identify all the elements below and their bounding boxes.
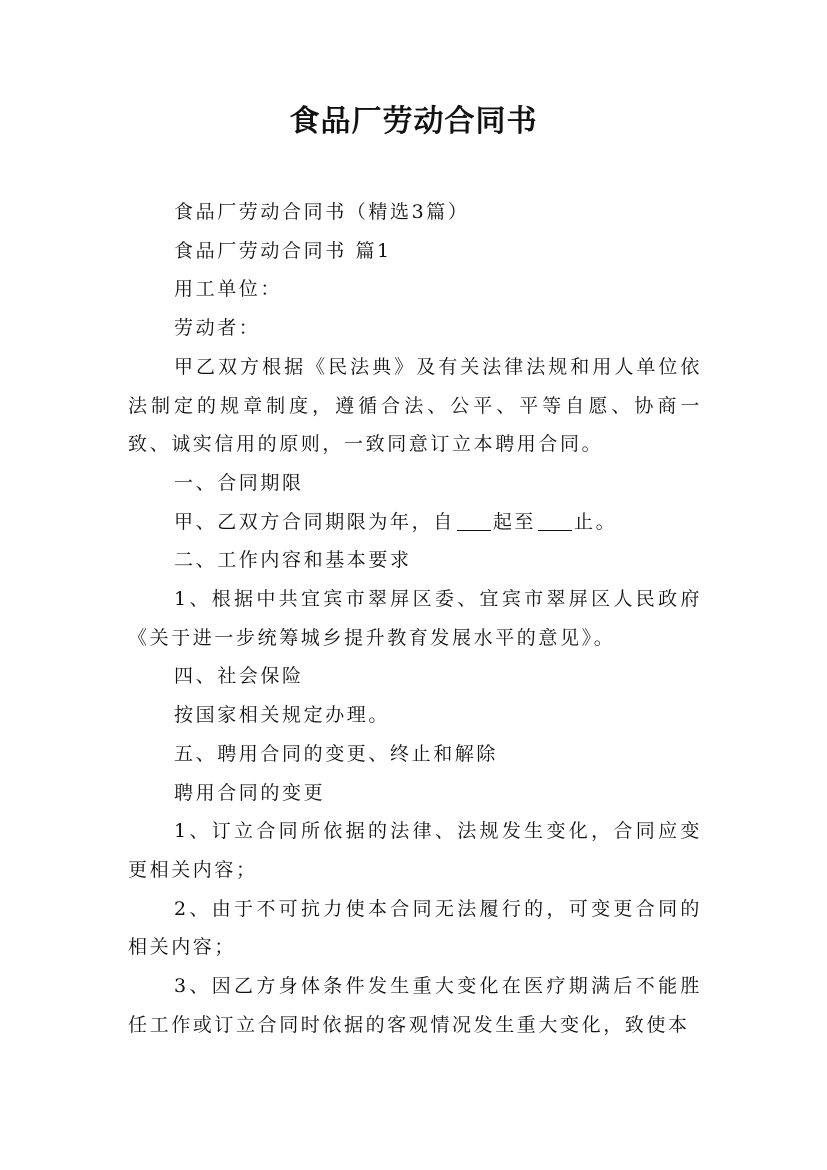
document-body	[128, 193, 702, 1044]
paragraph-change-item-3: 3、因乙方身体条件发生重大变化在医疗期满后不能胜任工作或订立合同时依据的客观情况发生重大变化，致使本	[128, 975, 702, 1036]
paragraph-preamble: 甲乙双方根据《民法典》及有关法律法规和用人单位依法制定的规章制度，遵循合法、公平、平等自愿、协商一致、诚实信用的原则，一致同意订立本聘用合同。	[128, 355, 702, 456]
paragraph-subheading-change: 聘用合同的变更	[174, 781, 326, 804]
paragraph-heading-insurance: 四、社会保险	[174, 665, 304, 688]
paragraph-section-heading: 食品厂劳动合同书 篇1	[174, 239, 392, 262]
paragraph-change-item-1: 1、订立合同所依据的法律、法规发生变化，合同应变更相关内容；	[128, 820, 702, 881]
paragraph-contract-term	[128, 503, 702, 542]
paragraph-work-item-1: 1、根据中共宜宾市翠屏区委、宜宾市翠屏区人民政府《关于进一步统筹城乡提升教育发展水平的意见》。	[128, 588, 702, 649]
end-date-blank	[538, 511, 572, 531]
paragraph-heading-work: 二、工作内容和基本要求	[174, 549, 412, 572]
paragraph-change-item-2: 2、由于不可抗力使本合同无法履行的，可变更合同的相关内容；	[128, 897, 702, 959]
document-title: 食品厂劳动合同书	[289, 104, 538, 139]
start-date-blank	[457, 511, 491, 531]
paragraph-heading-term: 一、合同期限	[174, 471, 304, 494]
paragraph-worker-label: 劳动者：	[174, 317, 261, 340]
contract-term-text-start: 甲、乙双方合同期限为年，自	[174, 510, 455, 533]
contract-term-text-end: 止。	[574, 510, 618, 533]
contract-term-text-middle: 起至	[492, 510, 537, 533]
paragraph-insurance-text: 按国家相关规定办理。	[174, 704, 391, 727]
paragraph-employer-label: 用工单位：	[174, 278, 283, 301]
paragraph-heading-changes: 五、聘用合同的变更、终止和解除	[174, 742, 499, 765]
paragraph-subtitle: 食品厂劳动合同书（精选3篇）	[174, 201, 470, 223]
